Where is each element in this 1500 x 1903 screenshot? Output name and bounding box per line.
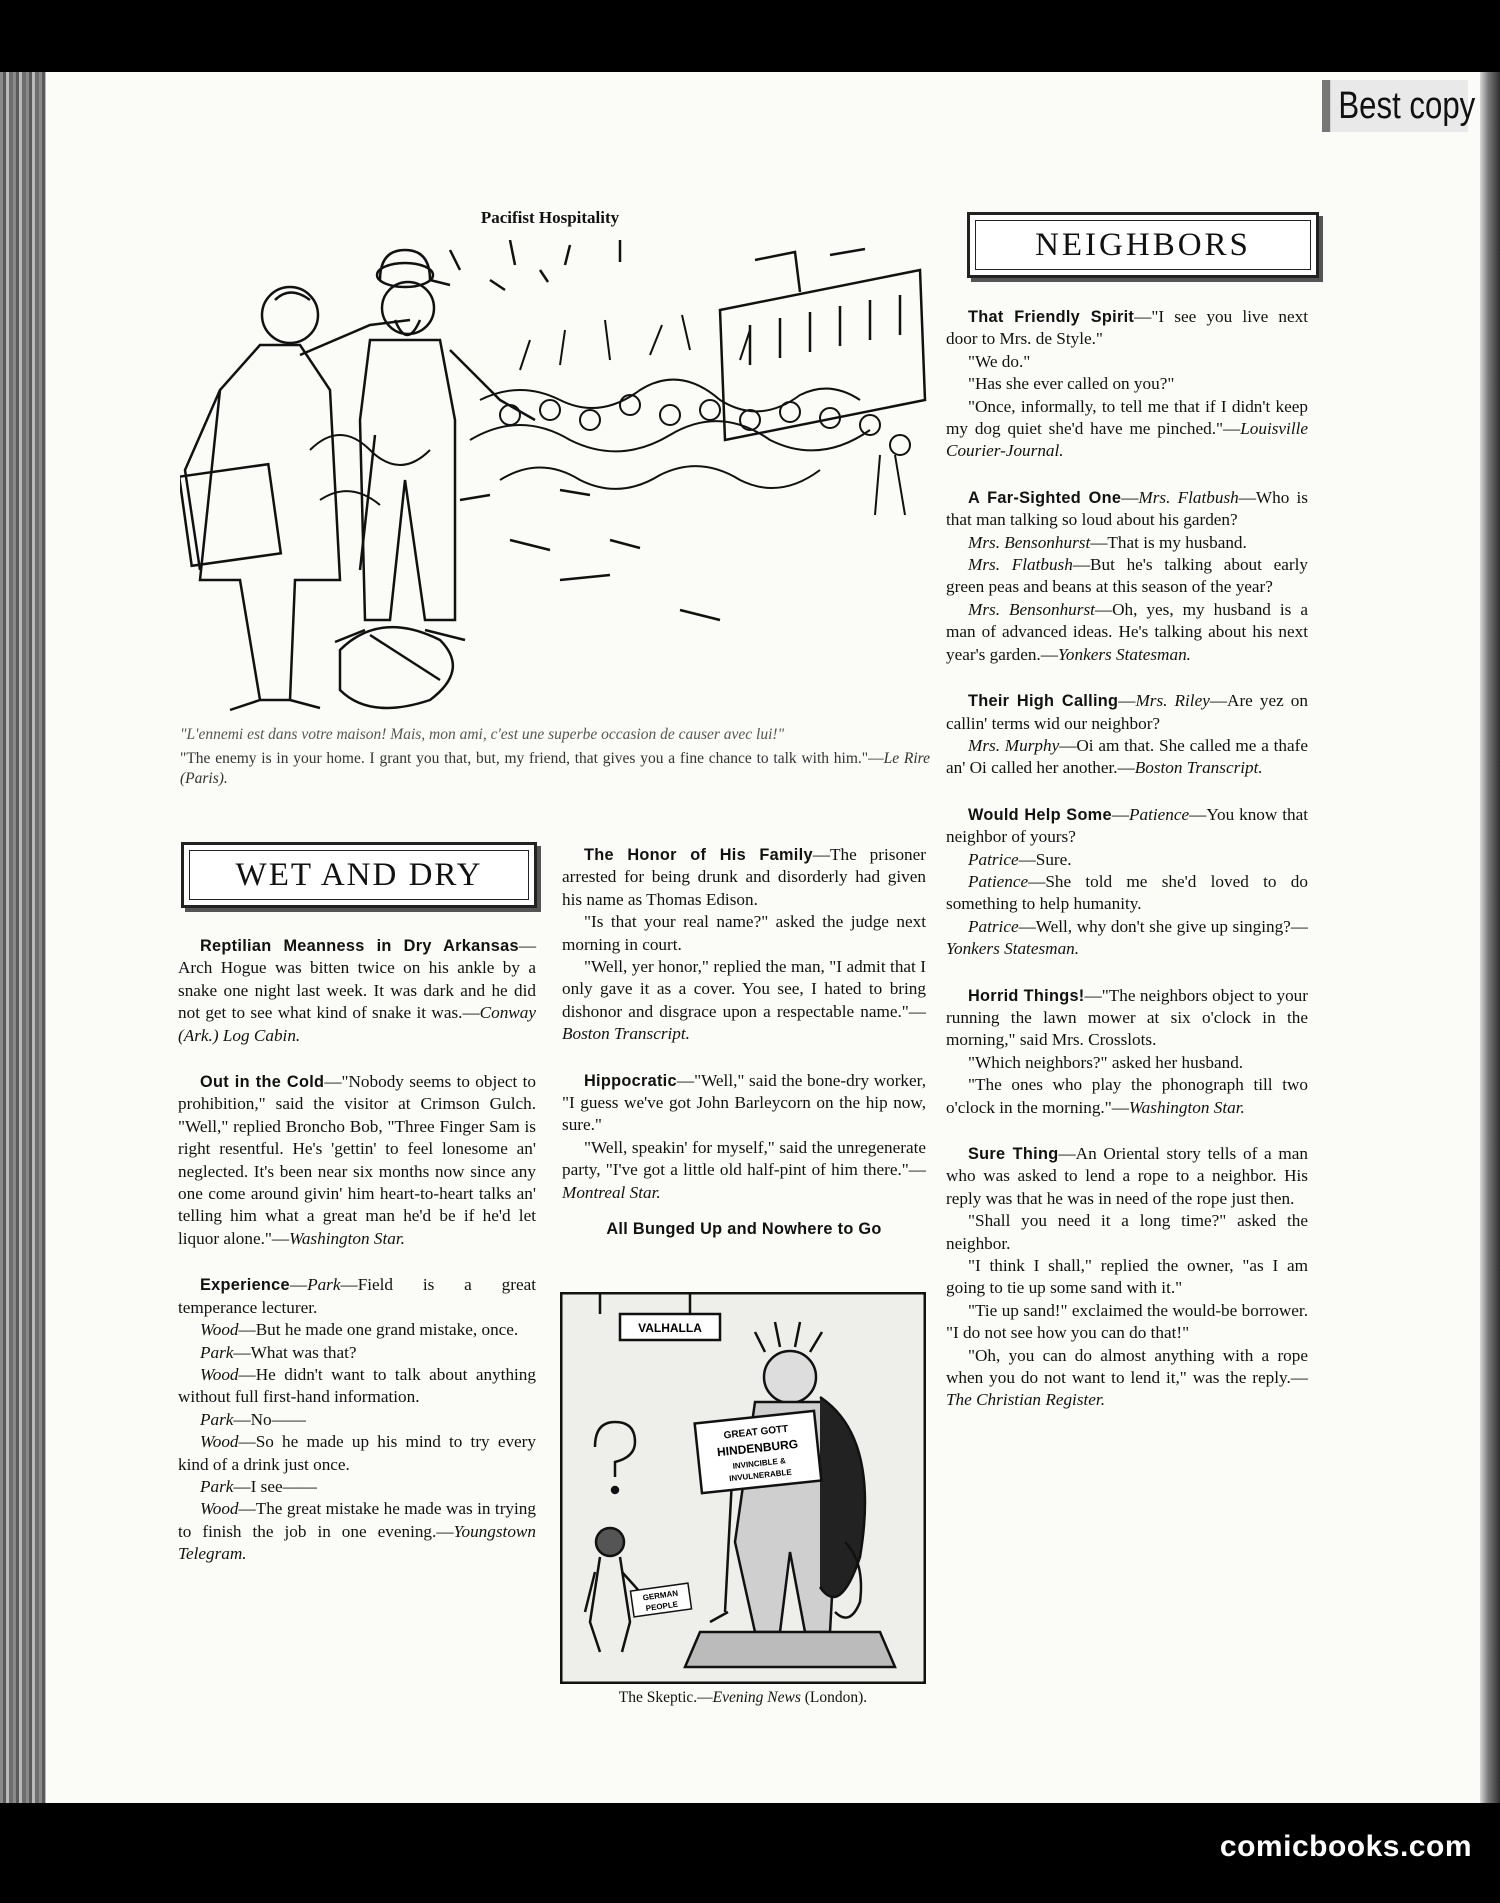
neighbors-heading: NEIGHBORS [1035,227,1251,263]
cartoon-title-pacifist-hospitality: Pacifist Hospitality [480,208,620,227]
site-watermark: comicbooks.com [1219,1830,1472,1863]
story-high-calling: Their High Calling—Mrs. Riley—Are yez on callin' terms wid our neighbor? Mrs. Murphy—Oi am that. She called me a thafe an' Oi called her another.—Boston Transcript. [946,691,1308,778]
story-title: Horrid Things! [968,986,1085,1005]
story-friendly-spirit: That Friendly Spirit—"I see you live next door to Mrs. de Style." "We do." "Has she ever called on you?" "Once, informally, to tell me that if I didn't keep my dog quiet she'd have me pinched."—Louisville Courier-Journal. [946,307,1308,461]
caption-english: "The enemy is in your home. I grant you that, but, my friend, that gives you a fine chance to talk with him."—Le Rire (Paris). [180,750,930,787]
story-out-in-the-cold: Out in the Cold—"Nobody seems to object to prohibition," said the visitor at Crimson Gulch. "Well," replied Broncho Bob, "Three Finger Sam is right resentful. He's 'gettin' to feel lonesome an' neglected. It's been near six months now since any one come around givin' him heart-to-heart talks an' telling him what a great man he'd be if he'd let liquor alone."—Washington Star. [178,1072,536,1248]
story-title: Hippocratic [584,1071,677,1090]
story-title: Out in the Cold [200,1073,325,1092]
cartoon-all-bunged-up [560,1292,926,1684]
story-title: Sure Thing [968,1145,1059,1163]
story-sure-thing: Sure Thing—An Oriental story tells of a man who was asked to lend a rope to a neighbor. His reply was that he was in need of the rope just then. "Shall you need it a long time?" asked the neighbor. "I think I shall," replied the owner, "as I am going to tie up some sand with it." "Tie up sand!" exclaimed the would-be borrower. "I do not see how you can do that!" "Oh, you can do almost anything with a rope when you do not want to lend it," was the reply.—The Christian Register. [946,1144,1309,1410]
german-people-label-line2: PEOPLE [645,1599,679,1614]
cartoon-caption [180,725,930,789]
cartoon-pacifist-hospitality [180,240,930,720]
column-wet-and-dry-left [178,935,536,1590]
neighbors-heading-box [967,212,1319,278]
caption-source: Le Rire (Paris). [180,750,930,787]
cartoon2-title: All Bunged Up and Nowhere to Go [606,1220,882,1239]
page-edge-shadow [1480,72,1500,1803]
story-title: Experience [200,1276,290,1295]
story-title: Their High Calling [968,692,1119,711]
column-neighbors [946,306,1308,1436]
german-people-label-line1: GERMAN [642,1588,679,1603]
wet-and-dry-heading-box [181,842,537,908]
statue-placard-line3: INVINCIBLE & [732,1456,787,1471]
story-title: That Friendly Spirit [968,308,1135,326]
story-title: Reptilian Meanness in Dry Arkansas [200,937,519,955]
statue-pedestal [685,1632,895,1667]
wet-and-dry-heading: WET AND DRY [235,857,483,893]
caption-french: "L'ennemi est dans votre maison! Mais, mon ami, c'est une superbe occasion de causer avec lui!" [180,726,785,743]
cartoon2-caption: The Skeptic.—Evening News (London). [618,1689,868,1706]
statue-placard-line2: HINDENBURG [716,1436,799,1460]
valhalla-sign-text: VALHALLA [638,1321,702,1335]
column-wet-and-dry-middle [562,844,926,1241]
story-title: A Far-Sighted One [968,488,1122,507]
story-would-help: Would Help Some—Patience—You know that neighbor of yours? Patrice—Sure. Patience—She told me she'd loved to do something to help humanity. Patrice—Well, why don't she give up singing?—Yonkers Statesman. [946,804,1308,959]
top-black-border [0,0,1500,72]
book-spine [0,72,46,1803]
mob-drawing [310,315,910,515]
statue-placard-line1: GREAT GOTT [723,1423,789,1442]
bundle-drawing [340,627,453,708]
story-title: The Honor of His Family [584,846,813,864]
best-copy-banner: Best copy [1322,80,1468,132]
story-far-sighted: A Far-Sighted One—Mrs. Flatbush—Who is that man talking so loud about his garden? Mrs. Bensonhurst—That is my husband. Mrs. Flatbush—But he's talking about early green peas and beans at this season of the year? Mrs. Bensonhurst—Oh, yes, my husband is a man of advanced ideas. He's talking about his next year's garden.—Yonkers Statesman. [946,487,1308,664]
statue-placard-line4: INVULNERABLE [728,1467,793,1484]
story-hippocratic: Hippocratic—"Well," said the bone-dry worker, "I guess we've got John Barleycorn on the hip now, sure." "Well, speakin' for myself," said the unregenerate party, "I've got a little old half-pint of him there."—Montreal Star. [562,1070,926,1202]
story-title: Would Help Some [968,805,1112,824]
story-experience: Experience—Park—Field is a great temperance lecturer. Wood—But he made one grand mistake, once. Park—What was that? Wood—He didn't want to talk about anything without full first-hand information. Park—No—— Wood—So he made up his mind to try every kind of a drink just once. Park—I see—— Wood—The great mistake he made was in trying to finish the job in one evening.—Youngstown Telegram. [178,1275,536,1564]
story-horrid-things: Horrid Things!—"The neighbors object to your running the lawn mower at six o'clock in the morning," said Mrs. Crosslots. "Which neighbors?" asked her husband. "The ones who play the phonograph till two o'clock in the morning."—Washington Star. [946,985,1308,1117]
story-honor: The Honor of His Family—The prisoner arrested for being drunk and disorderly had given his name as Thomas Edison. "Is that your real name?" asked the judge next morning in court. "Well, yer honor," replied the man, "I admit that I only gave it as a cover. You see, I hated to bring dishonor and disgrace upon a respectable name."—Boston Transcript. [562,845,927,1044]
story-reptilian: Reptilian Meanness in Dry Arkansas—Arch Hogue was bitten twice on his ankle by a snake one night last week. It was dark and he did not get to see what kind of snake it was.—Conway (Ark.) Log Cabin. [178,936,536,1045]
gentleman-figure [180,287,410,710]
